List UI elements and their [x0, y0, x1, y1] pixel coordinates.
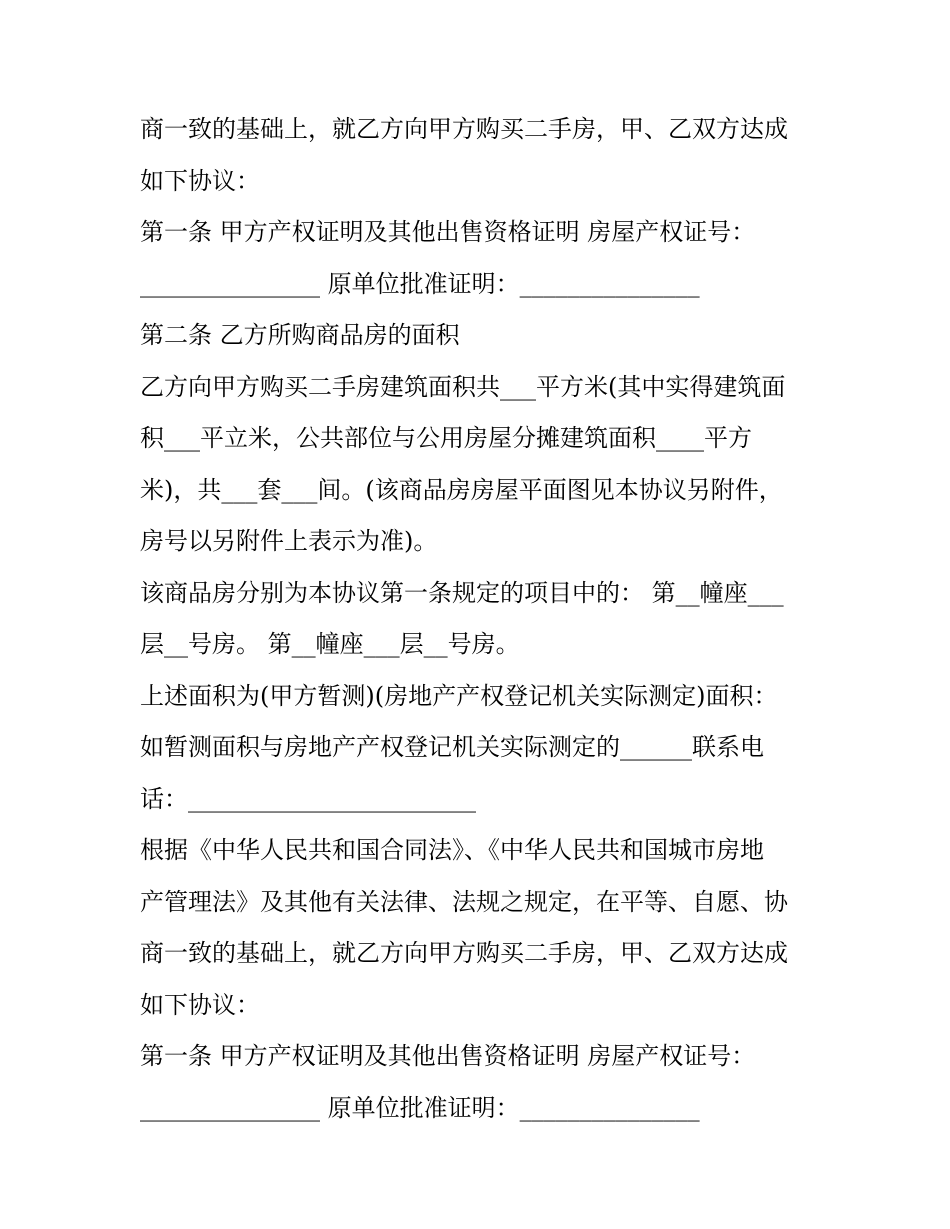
- text-line: 商一致的基础上，就乙方向甲方购买二手房，甲、乙双方达成: [140, 115, 788, 143]
- text-line: 话：________________________: [140, 784, 476, 813]
- text-line: 乙方向甲方购买二手房建筑面积共___平方米(其中实得建筑面: [140, 372, 786, 401]
- text-line: _______________ 原单位批准证明：_______________: [140, 1093, 700, 1122]
- text-line: 产管理法》及其他有关法律、法规之规定，在平等、自愿、协: [140, 887, 788, 916]
- article-heading: 第一条 甲方产权证明及其他出售资格证明 房屋产权证号：: [140, 1042, 756, 1070]
- article-heading: 第一条 甲方产权证明及其他出售资格证明 房屋产权证号：: [140, 218, 756, 246]
- article-heading: 第二条 乙方所购商品房的面积: [140, 321, 460, 349]
- text-line: 商一致的基础上，就乙方向甲方购买二手房，甲、乙双方达成: [140, 939, 788, 967]
- text-line: 房号以另附件上表示为准)。: [140, 527, 438, 555]
- text-line: _______________ 原单位批准证明：_______________: [140, 269, 700, 298]
- text-line: 米)，共___套___间。(该商品房房屋平面图见本协议另附件，: [140, 475, 783, 504]
- text-line: 上述面积为(甲方暂测)(房地产产权登记机关实际测定)面积：: [140, 681, 778, 710]
- text-line: 根据《中华人民共和国合同法》、《中华人民共和国城市房地: [140, 836, 764, 864]
- text-line: 如暂测面积与房地产产权登记机关实际测定的______联系电: [140, 733, 764, 761]
- text-line: 积___平立米，公共部位与公用房屋分摊建筑面积____平方: [140, 424, 752, 452]
- text-line: 如下协议：: [140, 990, 260, 1019]
- text-line: 如下协议：: [140, 166, 260, 195]
- text-line: 层__号房。 第__幢座___层__号房。: [140, 630, 520, 658]
- document-body: [140, 104, 830, 1134]
- text-line: 该商品房分别为本协议第一条规定的项目中的： 第__幢座___: [140, 578, 784, 607]
